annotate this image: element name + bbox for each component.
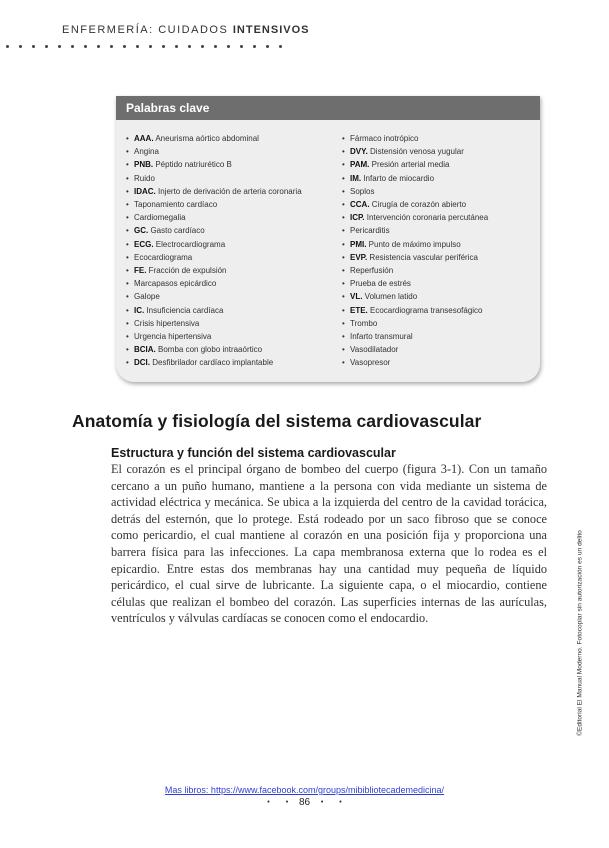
keyword-text: Cardiomegalia [134,213,186,223]
dot-icon [123,45,126,48]
dot-icon [188,45,191,48]
keyword-abbreviation: IC. [134,305,145,315]
keyword-text: Prueba de estrés [350,279,411,289]
keyword-item [126,343,336,356]
keyword-text: Aneurisma aórtico abdominal [153,134,259,143]
keyword-item [342,356,542,369]
keyword-abbreviation: ICP. [350,213,365,223]
keyword-text: Fármaco inotrópico [350,134,419,143]
keyword-text: Presión arterial media [369,160,450,170]
keyword-text: Gasto cardíaco [148,226,205,236]
keyword-abbreviation: ECG. [134,239,154,249]
keyword-abbreviation: GC. [134,226,149,236]
keyword-item [342,238,542,251]
keyword-text: Pericarditis [350,226,390,236]
copyright-side-note [574,500,586,765]
keyword-abbreviation: PNB. [134,160,154,170]
bullet-icon: • [320,798,324,806]
keyword-item [126,132,336,145]
dot-icon [71,45,74,48]
keyword-item [126,264,336,277]
subsection-title: Estructura y función del sistema cardiovascular [111,446,396,460]
keyword-item [342,277,542,290]
bullet-icon: • [339,798,342,806]
keyword-text: Fracción de expulsión [146,266,227,276]
keyword-text: Distensión venosa yugular [367,147,464,157]
keyword-item [126,211,336,224]
keyword-text: Trombo [350,318,378,328]
dot-icon [110,45,113,48]
dot-icon [136,45,139,48]
keyword-text: Infarto de miocardio [361,173,435,183]
keyword-item [342,317,542,330]
header-dot-rule [6,45,306,51]
keyword-text: Reperfusión [350,266,394,276]
keyword-item [342,172,542,185]
keyword-item [342,224,542,237]
keyword-item [126,158,336,171]
keyword-item [342,330,542,343]
keyword-item [342,198,542,211]
keyword-item [126,185,336,198]
bullet-icon: • [285,798,289,806]
keyword-item [126,317,336,330]
keyword-text: Resistencia vascular periférica [367,252,478,262]
keyword-text: Vasopresor [350,358,391,368]
keyword-text: Ecocardiograma [134,252,193,262]
keyword-text: Urgencia hipertensiva [134,332,212,342]
page-number: 86 [298,797,311,808]
keyword-text: Crisis hipertensiva [134,318,200,328]
keyword-text: Angina [134,147,159,157]
keyword-item [342,158,542,171]
keyword-text: Marcapasos epicárdico [134,279,217,289]
keyword-abbreviation: EVP. [350,252,368,262]
keyword-text: Volumen latido [362,292,418,302]
keywords-column-left [126,132,336,370]
bullet-icon: • [267,798,270,806]
keyword-text: Intervención coronaria percutánea [364,213,489,223]
keyword-text: Ruido [134,173,155,183]
dot-icon [19,45,22,48]
keyword-text: Insuficiencia cardíaca [144,305,224,315]
keyword-item [126,145,336,158]
keyword-abbreviation: CCA. [350,200,370,210]
dot-icon [84,45,87,48]
dot-icon [240,45,243,48]
keyword-item [126,251,336,264]
keyword-abbreviation: BCIA. [134,345,156,355]
dot-icon [227,45,230,48]
keyword-text: Infarto transmural [350,332,413,342]
keyword-text: Galope [134,292,160,302]
keyword-abbreviation: VL. [350,292,363,302]
keyword-text: Punto de máximo impulso [366,239,461,249]
keyword-abbreviation: DVY. [350,147,368,157]
dot-icon [201,45,204,48]
keyword-abbreviation: IM. [350,173,362,183]
footer-link[interactable]: Mas libros: https://www.facebook.com/groups/mibibliotecademedicina/ [164,785,445,795]
keyword-abbreviation: IDAC. [134,186,156,196]
keyword-item [342,290,542,303]
keyword-text: Electrocardiograma [153,239,226,249]
keyword-item [126,277,336,290]
keyword-item [342,264,542,277]
keyword-item [126,330,336,343]
dot-icon [279,45,282,48]
keyword-text: Soplos [350,186,375,196]
keyword-text: Desfibrilador cardíaco implantable [150,358,274,368]
dot-icon [58,45,61,48]
copyright-text: ©Editorial El Manual Moderno. Fotocopiar sin autorización es un delito [576,529,584,736]
dot-icon [45,45,48,48]
body-paragraph: El corazón es el principal órgano de bombeo del cuerpo (figura 3-1). Con un tamaño cercano a un puño humano, mantiene a la persona con vida mediante un sistema de actividad eléctrica y mecánica. Se ubica a la izquierda del centro de la cavidad torácica, detrás del esternón, que lo protege. Está rodeado por un saco fibroso que se conoce como pericardio, el cual mantiene al corazón en una posición fija y proporciona una barrera física para las infecciones. La capa membranosa externa que lo rodea es el epicardio. Entre estas dos membranas hay una cantidad muy pequeña de líquido pericárdico, el cual sirve de lubricante. La siguiente capa, o el miocardio, contiene células que realizan el bombeo del corazón. Las superficies internas de las aurículas, ventrículos y válvulas cardíacas se conocen como el endocardio. [111,462,547,626]
keyword-item [126,198,336,211]
section-title: Anatomía y fisiología del sistema cardiovascular [72,411,482,431]
dot-icon [149,45,152,48]
keyword-text: Taponamiento cardíaco [134,200,218,210]
dot-icon [214,45,217,48]
keyword-item [126,290,336,303]
keyword-text: Injerto de derivación de arteria coronaria [155,186,302,196]
keyword-item [342,343,542,356]
keyword-item [342,145,542,158]
keyword-item [342,211,542,224]
keyword-item [126,238,336,251]
keyword-abbreviation: AAA. [134,134,154,143]
keyword-item [342,132,542,145]
dot-icon [32,45,35,48]
keyword-item [342,185,542,198]
header-label-strong: INTENSIVOS [232,24,310,36]
keyword-item [126,304,336,317]
keywords-box [116,96,540,382]
keyword-text: Cirugía de corazón abierto [369,200,467,210]
keyword-abbreviation: PMI. [350,239,367,249]
keyword-item [342,304,542,317]
keyword-item [342,251,542,264]
keyword-item [126,356,336,369]
keyword-abbreviation: ETE. [350,305,368,315]
keywords-box-title: Palabras clave [116,96,540,120]
dot-icon [266,45,269,48]
dot-icon [97,45,100,48]
keyword-text: Bomba con globo intraaórtico [155,345,263,355]
page-number-row [0,797,609,808]
keyword-abbreviation: PAM. [350,160,370,170]
keyword-text: Ecocardiograma transesofágico [367,305,483,315]
keyword-text: Vasodilatador [350,345,399,355]
keyword-item [126,224,336,237]
header-label: ENFERMERÍA: CUIDADOS [62,24,229,36]
keyword-item [126,172,336,185]
keyword-abbreviation: FE. [134,266,147,276]
keyword-text: Péptido natriurético B [153,160,232,170]
dot-icon [253,45,256,48]
dot-icon [6,45,9,48]
dot-icon [162,45,165,48]
dot-icon [175,45,178,48]
keyword-abbreviation: DCI. [134,358,150,368]
keywords-column-right [342,132,542,370]
running-header [62,24,309,36]
